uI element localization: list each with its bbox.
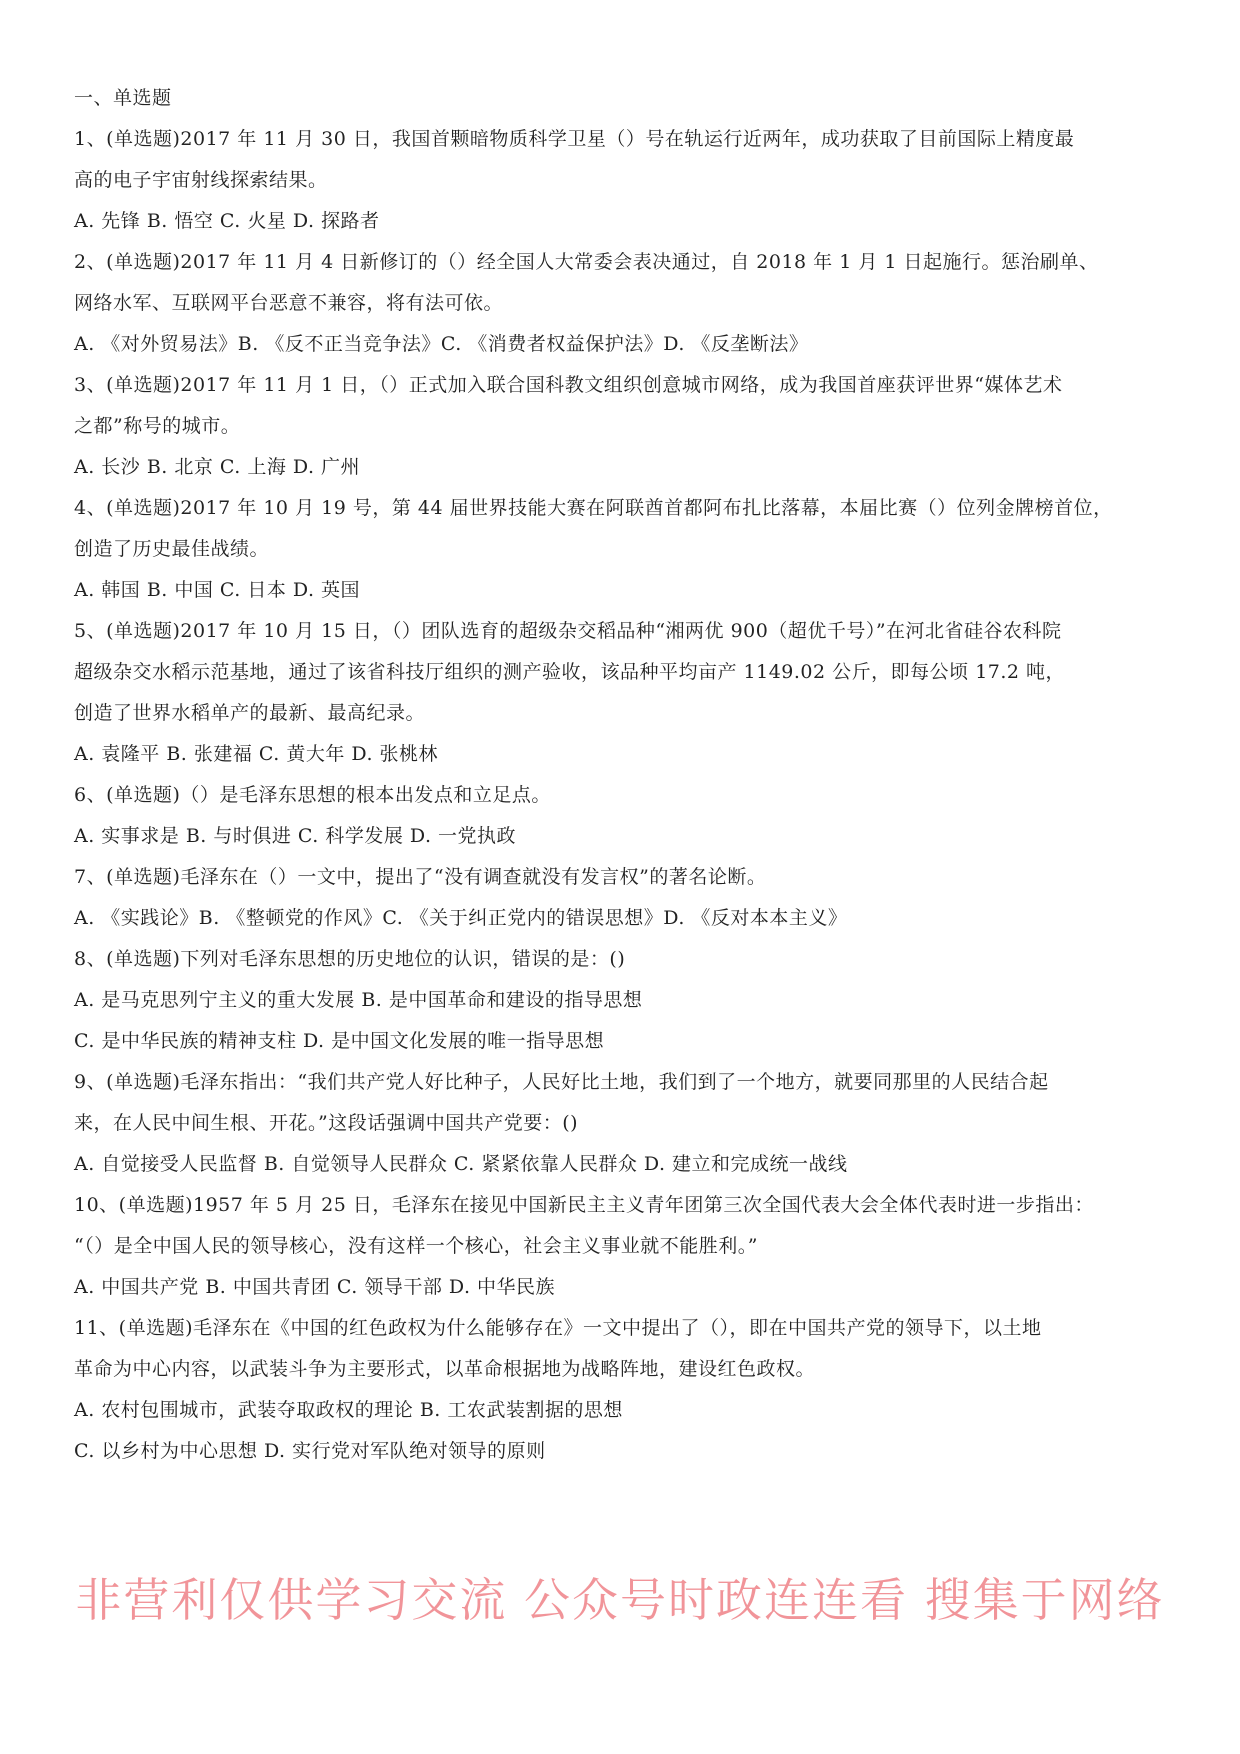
text-line: 7、(单选题)毛泽东在（）一文中，提出了“没有调查就没有发言权”的著名论断。 — [74, 866, 767, 888]
text-line: A. 《实践论》B. 《整顿党的作风》C. 《关于纠正党内的错误思想》D. 《反对本本主义》 — [74, 907, 848, 929]
text-line: 9、(单选题)毛泽东指出：“我们共产党人好比种子，人民好比土地，我们到了一个地方，就要同那里的人民结合起 — [74, 1071, 1049, 1093]
text-line: 11、(单选题)毛泽东在《中国的红色政权为什么能够存在》一文中提出了（），即在中国共产党的领导下，以土地 — [74, 1317, 1042, 1339]
text-line: A. 中国共产党 B. 中国共青团 C. 领导干部 D. 中华民族 — [74, 1276, 556, 1298]
text-line: “（）是全中国人民的领导核心，没有这样一个核心，社会主义事业就不能胜利。” — [74, 1235, 758, 1257]
text-line: 5、(单选题)2017 年 10 月 15 日，（）团队选育的超级杂交稻品种“湘两优 900（超优千号）”在河北省硅谷农科院 — [74, 620, 1062, 642]
question-list — [74, 119, 1174, 1472]
text-line: 创造了世界水稻单产的最新、最高纪录。 — [74, 702, 426, 724]
watermark: 非营利仅供学习交流 公众号时政连连看 搜集于网络 — [75, 1573, 1165, 1627]
section-title: 一、单选题 — [74, 87, 172, 109]
text-line: A. 农村包围城市，武装夺取政权的理论 B. 工农武装割据的思想 — [74, 1399, 623, 1421]
text-line: A. 袁隆平 B. 张建福 C. 黄大年 D. 张桃林 — [74, 743, 439, 765]
text-line: 2、(单选题)2017 年 11 月 4 日新修订的（）经全国人大常委会表决通过，自 2018 年 1 月 1 日起施行。惩治刷单、 — [74, 251, 1099, 273]
text-line: 来，在人民中间生根、开花。”这段话强调中国共产党要：() — [74, 1112, 579, 1134]
text-line: A. 实事求是 B. 与时俱进 C. 科学发展 D. 一党执政 — [74, 825, 517, 847]
text-line: 3、(单选题)2017 年 11 月 1 日，（）正式加入联合国科教文组织创意城市网络，成为我国首座获评世界“媒体艺术 — [74, 374, 1063, 396]
text-line: A. 自觉接受人民监督 B. 自觉领导人民群众 C. 紧紧依靠人民群众 D. 建立和完成统一战线 — [74, 1153, 848, 1175]
text-line: 创造了历史最佳战绩。 — [74, 538, 270, 560]
text-line: 网络水军、互联网平台恶意不兼容，将有法可依。 — [74, 292, 504, 314]
text-line: 1、(单选题)2017 年 11 月 30 日，我国首颗暗物质科学卫星（）号在轨运行近两年，成功获取了目前国际上精度最 — [74, 128, 1075, 150]
text-line: 10、(单选题)1957 年 5 月 25 日，毛泽东在接见中国新民主主义青年团第三次全国代表大会全体代表时进一步指出： — [74, 1194, 1094, 1216]
text-line: A. 《对外贸易法》B. 《反不正当竞争法》C. 《消费者权益保护法》D. 《反垄断法》 — [74, 333, 809, 355]
text-line: 高的电子宇宙射线探索结果。 — [74, 169, 328, 191]
text-line: A. 先锋 B. 悟空 C. 火星 D. 探路者 — [74, 210, 380, 232]
text-line: A. 韩国 B. 中国 C. 日本 D. 英国 — [74, 579, 361, 601]
text-line: C. 以乡村为中心思想 D. 实行党对军队绝对领导的原则 — [74, 1440, 546, 1462]
text-line: 革命为中心内容，以武装斗争为主要形式，以革命根据地为战略阵地，建设红色政权。 — [74, 1358, 816, 1380]
text-line: 之都”称号的城市。 — [74, 415, 241, 437]
text-line: 6、(单选题)（）是毛泽东思想的根本出发点和立足点。 — [74, 784, 551, 806]
text-line: C. 是中华民族的精神支柱 D. 是中国文化发展的唯一指导思想 — [74, 1030, 605, 1052]
text-line: A. 长沙 B. 北京 C. 上海 D. 广州 — [74, 456, 361, 478]
document-page — [74, 78, 1174, 1472]
text-line: 8、(单选题)下列对毛泽东思想的历史地位的认识，错误的是：() — [74, 948, 626, 970]
text-line: 4、(单选题)2017 年 10 月 19 号，第 44 届世界技能大赛在阿联酋首都阿布扎比落幕，本届比赛（）位列金牌榜首位， — [74, 497, 1113, 519]
text-line: 超级杂交水稻示范基地，通过了该省科技厅组织的测产验收，该品种平均亩产 1149.02 公斤，即每公顷 17.2 吨， — [74, 661, 1066, 683]
text-line: A. 是马克思列宁主义的重大发展 B. 是中国革命和建设的指导思想 — [74, 989, 643, 1011]
